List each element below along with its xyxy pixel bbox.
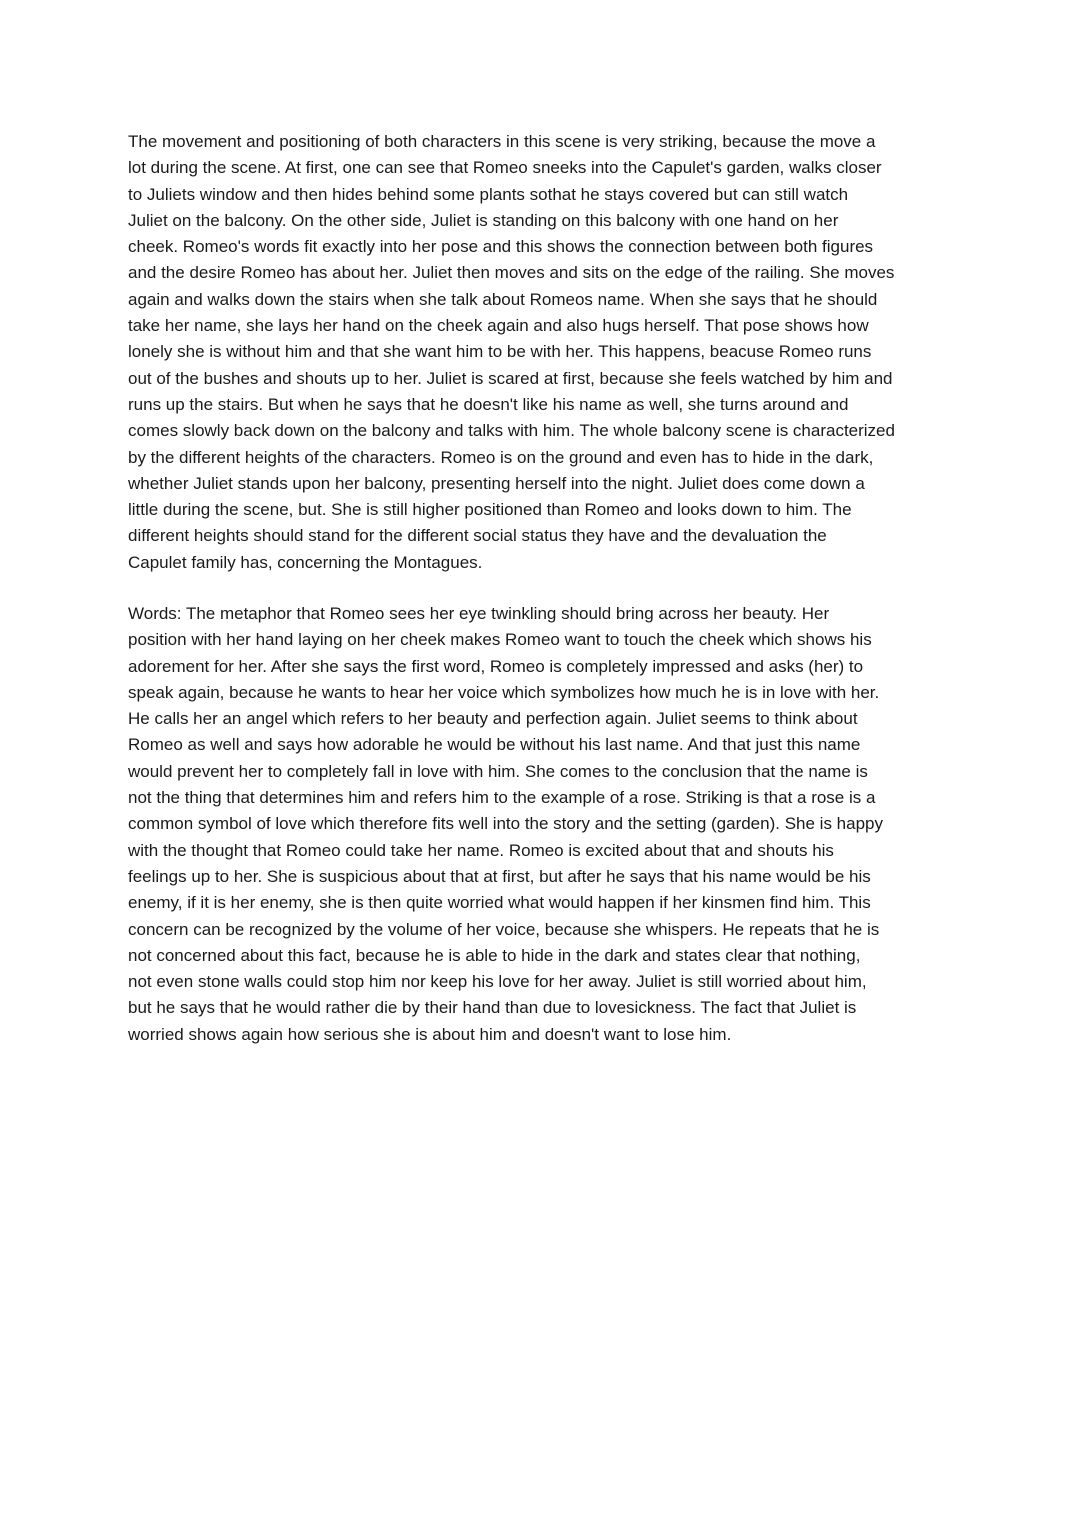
text-line: Romeo as well and says how adorable he would be without his last name. And that just this name (128, 735, 861, 755)
text-line: cheek. Romeo's words fit exactly into her pose and this shows the connection between both figures (128, 237, 874, 257)
text-line: enemy, if it is her enemy, she is then quite worried what would happen if her kinsmen find him. This (128, 893, 871, 913)
text-line: speak again, because he wants to hear her voice which symbolizes how much he is in love with her. (128, 682, 880, 702)
text-line: but he says that he would rather die by their hand than due to lovesickness. The fact that Juliet is (128, 998, 857, 1018)
text-line: Words: The metaphor that Romeo sees her eye twinkling should bring across her beauty. Her (128, 604, 830, 623)
text-line: not even stone walls could stop him nor keep his love for her away. Juliet is still worried about him, (128, 972, 867, 992)
text-line: comes slowly back down on the balcony and talks with him. The whole balcony scene is characterized (128, 421, 895, 441)
paragraph-words-analysis (128, 601, 968, 1048)
text-line: by the different heights of the characters. Romeo is on the ground and even has to hide in the dark, (128, 447, 874, 467)
text-line: The movement and positioning of both characters in this scene is very striking, because the move a (128, 132, 876, 151)
text-line: concern can be recognized by the volume of her voice, because she whispers. He repeats that he is (128, 919, 880, 939)
text-line: little during the scene, but. She is still higher positioned than Romeo and looks down to him. The (128, 500, 852, 520)
text-line: again and walks down the stairs when she talk about Romeos name. When she says that he should (128, 289, 878, 309)
text-line: Juliet on the balcony. On the other side, Juliet is standing on this balcony with one hand on her (128, 210, 839, 230)
text-line: runs up the stairs. But when he says that he doesn't like his name as well, she turns around and (128, 394, 849, 414)
text-line: with the thought that Romeo could take her name. Romeo is excited about that and shouts his (128, 840, 834, 860)
text-line: not the thing that determines him and refers him to the example of a rose. Striking is that a rose is a (128, 788, 876, 808)
text-line: and the desire Romeo has about her. Juliet then moves and sits on the edge of the railing. She moves (128, 263, 895, 283)
text-line: out of the bushes and shouts up to her. Juliet is scared at first, because she feels watched by him and (128, 368, 893, 388)
text-line: feelings up to her. She is suspicious about that at first, but after he says that his name would be his (128, 866, 871, 886)
text-line: lonely she is without him and that she want him to be with her. This happens, beacuse Romeo runs (128, 342, 872, 362)
text-line: would prevent her to completely fall in love with him. She comes to the conclusion that the name is (128, 761, 868, 781)
paragraph-movement-positioning (128, 129, 968, 576)
text-line: He calls her an angel which refers to her beauty and perfection again. Juliet seems to think about (128, 709, 858, 729)
text-line: common symbol of love which therefore fits well into the story and the setting (garden). She is happy (128, 814, 883, 834)
text-line: lot during the scene. At first, one can see that Romeo sneeks into the Capulet's garden, walks closer (128, 158, 882, 178)
text-line: whether Juliet stands upon her balcony, presenting herself into the night. Juliet does come down a (128, 473, 865, 493)
text-line: Capulet family has, concerning the Montagues. (128, 552, 483, 572)
text-line: different heights should stand for the different social status they have and the devaluation the (128, 526, 827, 546)
text-line: take her name, she lays her hand on the cheek again and also hugs herself. That pose shows how (128, 316, 869, 336)
text-line: not concerned about this fact, because he is able to hide in the dark and states clear that nothing, (128, 945, 861, 965)
text-line: adorement for her. After she says the first word, Romeo is completely impressed and asks (her) to (128, 656, 864, 676)
text-line: to Juliets window and then hides behind some plants sothat he stays covered but can still watch (128, 184, 849, 204)
text-line: position with her hand laying on her cheek makes Romeo want to touch the cheek which shows his (128, 630, 872, 650)
text-line: worried shows again how serious she is about him and doesn't want to lose him. (128, 1024, 732, 1044)
